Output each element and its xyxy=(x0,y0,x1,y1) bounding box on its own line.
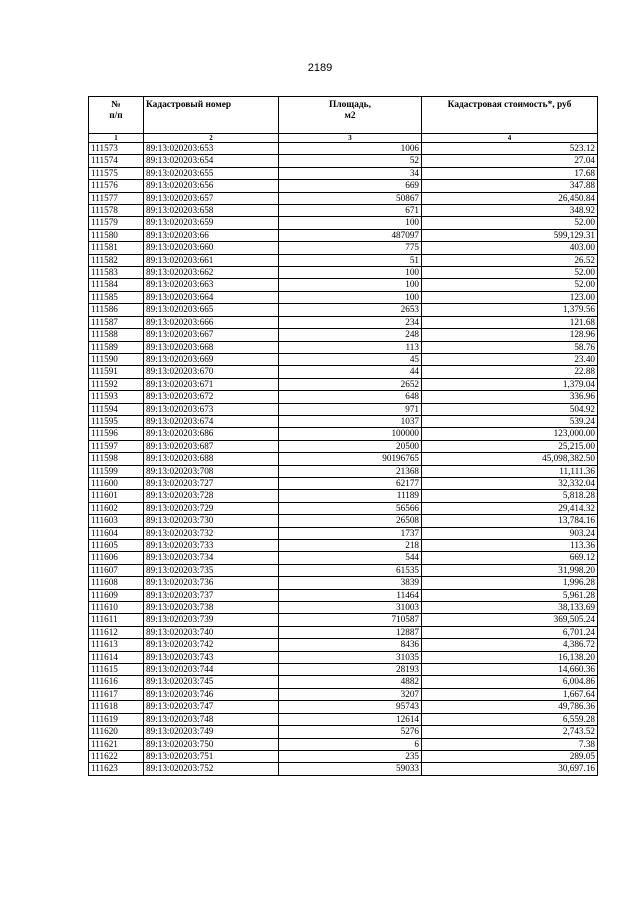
table-row xyxy=(89,577,598,589)
table-row xyxy=(89,540,598,552)
table-row xyxy=(89,192,598,204)
table-row xyxy=(89,552,598,564)
table-row xyxy=(89,688,598,700)
cadastral-number: 89:13:020203:658 xyxy=(144,205,279,217)
row-number: 111608 xyxy=(89,577,144,589)
table-row xyxy=(89,304,598,316)
area-value: 1037 xyxy=(279,415,422,427)
cadastral-number: 89:13:020203:667 xyxy=(144,329,279,341)
table-row xyxy=(89,465,598,477)
header-number-abbr: п/п xyxy=(109,111,123,122)
table-row xyxy=(89,353,598,365)
table-row xyxy=(89,515,598,527)
cadastral-number: 89:13:020203:665 xyxy=(144,304,279,316)
area-value: 21368 xyxy=(279,465,422,477)
cadastral-cost: 123,000.00 xyxy=(422,428,598,440)
column-index: 4 xyxy=(422,134,598,143)
cadastral-cost: 23.40 xyxy=(422,353,598,365)
table-row xyxy=(89,403,598,415)
cadastral-cost: 348.92 xyxy=(422,205,598,217)
cadastral-cost: 14,660.36 xyxy=(422,664,598,676)
table-row xyxy=(89,279,598,291)
area-value: 12614 xyxy=(279,713,422,725)
row-number: 111583 xyxy=(89,267,144,279)
area-value: 544 xyxy=(279,552,422,564)
row-number: 111597 xyxy=(89,440,144,452)
row-number: 111588 xyxy=(89,329,144,341)
table-row xyxy=(89,589,598,601)
column-index: 3 xyxy=(279,134,422,143)
cadastral-number: 89:13:020203:655 xyxy=(144,167,279,179)
cadastral-number: 89:13:020203:738 xyxy=(144,602,279,614)
area-value: 12887 xyxy=(279,626,422,638)
cadastral-number: 89:13:020203:661 xyxy=(144,254,279,266)
row-number: 111578 xyxy=(89,205,144,217)
area-value: 100 xyxy=(279,267,422,279)
table-row xyxy=(89,267,598,279)
area-value: 3207 xyxy=(279,688,422,700)
area-value: 235 xyxy=(279,750,422,762)
page-number: 2189 xyxy=(307,62,333,74)
row-number: 111590 xyxy=(89,353,144,365)
table-row xyxy=(89,428,598,440)
cadastral-cost: 6,701.24 xyxy=(422,626,598,638)
row-number: 111609 xyxy=(89,589,144,601)
header-row xyxy=(89,97,598,134)
cadastral-number: 89:13:020203:654 xyxy=(144,155,279,167)
cadastral-number: 89:13:020203:747 xyxy=(144,701,279,713)
area-value: 4882 xyxy=(279,676,422,688)
cadastral-cost: 32,332.04 xyxy=(422,477,598,489)
table-row xyxy=(89,440,598,452)
table-row xyxy=(89,750,598,762)
cadastral-table xyxy=(88,96,598,776)
cadastral-cost: 599,129.31 xyxy=(422,229,598,241)
row-number: 111595 xyxy=(89,415,144,427)
table-row xyxy=(89,477,598,489)
cadastral-number: 89:13:020203:752 xyxy=(144,763,279,775)
area-value: 11464 xyxy=(279,589,422,601)
area-value: 26508 xyxy=(279,515,422,527)
area-value: 5276 xyxy=(279,726,422,738)
row-number: 111599 xyxy=(89,465,144,477)
cadastral-cost: 38,133.69 xyxy=(422,602,598,614)
cadastral-number: 89:13:020203:727 xyxy=(144,477,279,489)
cadastral-number: 89:13:020203:739 xyxy=(144,614,279,626)
row-number: 111580 xyxy=(89,229,144,241)
row-number: 111600 xyxy=(89,477,144,489)
table-row xyxy=(89,229,598,241)
cadastral-number: 89:13:020203:686 xyxy=(144,428,279,440)
table-row xyxy=(89,242,598,254)
area-value: 113 xyxy=(279,341,422,353)
cadastral-number: 89:13:020203:733 xyxy=(144,540,279,552)
table-row xyxy=(89,602,598,614)
table-row xyxy=(89,726,598,738)
row-number: 111616 xyxy=(89,676,144,688)
table-row xyxy=(89,217,598,229)
cadastral-number: 89:13:020203:66 xyxy=(144,229,279,241)
row-number: 111587 xyxy=(89,316,144,328)
cadastral-cost: 31,998.20 xyxy=(422,564,598,576)
area-value: 56566 xyxy=(279,502,422,514)
cadastral-cost: 13,784.16 xyxy=(422,515,598,527)
row-number: 111606 xyxy=(89,552,144,564)
area-value: 2652 xyxy=(279,378,422,390)
cadastral-number: 89:13:020203:662 xyxy=(144,267,279,279)
table-row xyxy=(89,205,598,217)
cadastral-number: 89:13:020203:688 xyxy=(144,453,279,465)
cadastral-cost: 6,004.86 xyxy=(422,676,598,688)
area-value: 51 xyxy=(279,254,422,266)
cadastral-number: 89:13:020203:751 xyxy=(144,750,279,762)
area-value: 8436 xyxy=(279,639,422,651)
row-number: 111582 xyxy=(89,254,144,266)
cadastral-number: 89:13:020203:668 xyxy=(144,341,279,353)
cadastral-cost: 336.96 xyxy=(422,391,598,403)
cadastral-number: 89:13:020203:669 xyxy=(144,353,279,365)
table-row xyxy=(89,254,598,266)
cadastral-number: 89:13:020203:742 xyxy=(144,639,279,651)
cadastral-cost: 5,818.28 xyxy=(422,490,598,502)
area-value: 1737 xyxy=(279,527,422,539)
area-value: 20500 xyxy=(279,440,422,452)
cadastral-number: 89:13:020203:673 xyxy=(144,403,279,415)
row-number: 111589 xyxy=(89,341,144,353)
row-number: 111585 xyxy=(89,291,144,303)
cadastral-number: 89:13:020203:749 xyxy=(144,726,279,738)
cadastral-cost: 2,743.52 xyxy=(422,726,598,738)
cadastral-cost: 22.88 xyxy=(422,366,598,378)
cadastral-cost: 25,215.00 xyxy=(422,440,598,452)
header-cadastral: Кадастровый номер xyxy=(144,97,279,134)
cadastral-number: 89:13:020203:735 xyxy=(144,564,279,576)
area-value: 971 xyxy=(279,403,422,415)
area-value: 95743 xyxy=(279,701,422,713)
area-value: 90196765 xyxy=(279,453,422,465)
cadastral-cost: 26.52 xyxy=(422,254,598,266)
table-row xyxy=(89,502,598,514)
table-row xyxy=(89,564,598,576)
cadastral-cost: 539.24 xyxy=(422,415,598,427)
column-index: 1 xyxy=(89,134,144,143)
cadastral-cost: 669.12 xyxy=(422,552,598,564)
cadastral-cost: 4,386.72 xyxy=(422,639,598,651)
area-value: 45 xyxy=(279,353,422,365)
row-number: 111620 xyxy=(89,726,144,738)
area-value: 100 xyxy=(279,291,422,303)
cadastral-number: 89:13:020203:732 xyxy=(144,527,279,539)
row-number: 111605 xyxy=(89,540,144,552)
row-number: 111611 xyxy=(89,614,144,626)
cadastral-cost: 1,379.56 xyxy=(422,304,598,316)
cadastral-number: 89:13:020203:734 xyxy=(144,552,279,564)
table-row xyxy=(89,291,598,303)
table-body xyxy=(89,143,598,776)
cadastral-cost: 17.68 xyxy=(422,167,598,179)
table-row xyxy=(89,713,598,725)
row-number: 111598 xyxy=(89,453,144,465)
area-value: 11189 xyxy=(279,490,422,502)
area-value: 1006 xyxy=(279,143,422,155)
area-value: 648 xyxy=(279,391,422,403)
cadastral-number: 89:13:020203:728 xyxy=(144,490,279,502)
table-row xyxy=(89,415,598,427)
area-value: 31003 xyxy=(279,602,422,614)
row-number: 111621 xyxy=(89,738,144,750)
row-number: 111604 xyxy=(89,527,144,539)
cadastral-cost: 289.05 xyxy=(422,750,598,762)
cadastral-number: 89:13:020203:670 xyxy=(144,366,279,378)
cadastral-number: 89:13:020203:656 xyxy=(144,180,279,192)
cadastral-number: 89:13:020203:748 xyxy=(144,713,279,725)
area-value: 248 xyxy=(279,329,422,341)
cadastral-cost: 58.76 xyxy=(422,341,598,353)
cadastral-cost: 123.00 xyxy=(422,291,598,303)
table-row xyxy=(89,651,598,663)
table-row xyxy=(89,167,598,179)
header-number xyxy=(89,97,144,134)
area-value: 34 xyxy=(279,167,422,179)
row-number: 111617 xyxy=(89,688,144,700)
row-number: 111614 xyxy=(89,651,144,663)
table-row xyxy=(89,738,598,750)
table-row xyxy=(89,453,598,465)
table-row xyxy=(89,614,598,626)
table-row xyxy=(89,341,598,353)
table-row xyxy=(89,366,598,378)
row-number: 111618 xyxy=(89,701,144,713)
row-number: 111623 xyxy=(89,763,144,775)
table-row xyxy=(89,329,598,341)
area-value: 2653 xyxy=(279,304,422,316)
table-row xyxy=(89,527,598,539)
row-number: 111591 xyxy=(89,366,144,378)
cadastral-cost: 128.96 xyxy=(422,329,598,341)
row-number: 111603 xyxy=(89,515,144,527)
cadastral-number: 89:13:020203:729 xyxy=(144,502,279,514)
row-number: 111610 xyxy=(89,602,144,614)
cadastral-cost: 16,138.20 xyxy=(422,651,598,663)
cadastral-number: 89:13:020203:672 xyxy=(144,391,279,403)
cadastral-cost: 1,667.64 xyxy=(422,688,598,700)
header-number-sign: № xyxy=(111,100,121,110)
table-row xyxy=(89,639,598,651)
cadastral-number: 89:13:020203:740 xyxy=(144,626,279,638)
cadastral-number: 89:13:020203:657 xyxy=(144,192,279,204)
column-index-row xyxy=(89,134,598,143)
header-area-unit: м2 xyxy=(344,111,356,122)
cadastral-cost: 369,505.24 xyxy=(422,614,598,626)
cadastral-number: 89:13:020203:743 xyxy=(144,651,279,663)
area-value: 710587 xyxy=(279,614,422,626)
row-number: 111592 xyxy=(89,378,144,390)
row-number: 111602 xyxy=(89,502,144,514)
cadastral-cost: 903.24 xyxy=(422,527,598,539)
row-number: 111596 xyxy=(89,428,144,440)
cadastral-cost: 504.92 xyxy=(422,403,598,415)
cadastral-cost: 29,414.32 xyxy=(422,502,598,514)
row-number: 111581 xyxy=(89,242,144,254)
area-value: 487097 xyxy=(279,229,422,241)
cadastral-cost: 1,996.28 xyxy=(422,577,598,589)
cadastral-cost: 11,111.36 xyxy=(422,465,598,477)
table-row xyxy=(89,391,598,403)
table-row xyxy=(89,155,598,167)
area-value: 775 xyxy=(279,242,422,254)
cadastral-number: 89:13:020203:745 xyxy=(144,676,279,688)
cadastral-cost: 121.68 xyxy=(422,316,598,328)
row-number: 111576 xyxy=(89,180,144,192)
area-value: 6 xyxy=(279,738,422,750)
cadastral-cost: 347.88 xyxy=(422,180,598,192)
row-number: 111573 xyxy=(89,143,144,155)
cadastral-cost: 5,961.28 xyxy=(422,589,598,601)
cadastral-number: 89:13:020203:708 xyxy=(144,465,279,477)
table-row xyxy=(89,763,598,775)
header-area xyxy=(279,97,422,134)
header-area-label: Площадь, xyxy=(329,100,371,110)
row-number: 111594 xyxy=(89,403,144,415)
table-row xyxy=(89,316,598,328)
area-value: 59033 xyxy=(279,763,422,775)
cadastral-cost: 113.36 xyxy=(422,540,598,552)
row-number: 111579 xyxy=(89,217,144,229)
row-number: 111574 xyxy=(89,155,144,167)
row-number: 111577 xyxy=(89,192,144,204)
row-number: 111615 xyxy=(89,664,144,676)
area-value: 671 xyxy=(279,205,422,217)
row-number: 111612 xyxy=(89,626,144,638)
cadastral-number: 89:13:020203:660 xyxy=(144,242,279,254)
cadastral-number: 89:13:020203:750 xyxy=(144,738,279,750)
cadastral-cost: 403.00 xyxy=(422,242,598,254)
table-row xyxy=(89,378,598,390)
row-number: 111619 xyxy=(89,713,144,725)
table-row xyxy=(89,664,598,676)
cadastral-number: 89:13:020203:687 xyxy=(144,440,279,452)
cadastral-cost: 49,786.36 xyxy=(422,701,598,713)
row-number: 111593 xyxy=(89,391,144,403)
area-value: 218 xyxy=(279,540,422,552)
row-number: 111622 xyxy=(89,750,144,762)
area-value: 61535 xyxy=(279,564,422,576)
area-value: 50867 xyxy=(279,192,422,204)
area-value: 669 xyxy=(279,180,422,192)
row-number: 111607 xyxy=(89,564,144,576)
cadastral-number: 89:13:020203:737 xyxy=(144,589,279,601)
area-value: 100 xyxy=(279,279,422,291)
area-value: 28193 xyxy=(279,664,422,676)
table-row xyxy=(89,143,598,155)
area-value: 31035 xyxy=(279,651,422,663)
cadastral-cost: 45,098,382.50 xyxy=(422,453,598,465)
column-index: 2 xyxy=(144,134,279,143)
area-value: 100 xyxy=(279,217,422,229)
area-value: 234 xyxy=(279,316,422,328)
header-cost: Кадастровая стоимость*, руб xyxy=(422,97,598,134)
cadastral-cost: 26,450.84 xyxy=(422,192,598,204)
table-row xyxy=(89,676,598,688)
row-number: 111586 xyxy=(89,304,144,316)
cadastral-number: 89:13:020203:671 xyxy=(144,378,279,390)
row-number: 111601 xyxy=(89,490,144,502)
cadastral-number: 89:13:020203:666 xyxy=(144,316,279,328)
area-value: 3839 xyxy=(279,577,422,589)
cadastral-number: 89:13:020203:736 xyxy=(144,577,279,589)
cadastral-number: 89:13:020203:663 xyxy=(144,279,279,291)
cadastral-number: 89:13:020203:730 xyxy=(144,515,279,527)
cadastral-number: 89:13:020203:744 xyxy=(144,664,279,676)
cadastral-cost: 52.00 xyxy=(422,217,598,229)
table-row xyxy=(89,180,598,192)
table-row xyxy=(89,626,598,638)
cadastral-number: 89:13:020203:653 xyxy=(144,143,279,155)
area-value: 52 xyxy=(279,155,422,167)
cadastral-cost: 52.00 xyxy=(422,279,598,291)
cadastral-cost: 27.04 xyxy=(422,155,598,167)
cadastral-number: 89:13:020203:746 xyxy=(144,688,279,700)
cadastral-cost: 1,379.04 xyxy=(422,378,598,390)
cadastral-cost: 6,559.28 xyxy=(422,713,598,725)
area-value: 100000 xyxy=(279,428,422,440)
row-number: 111584 xyxy=(89,279,144,291)
area-value: 62177 xyxy=(279,477,422,489)
table-row xyxy=(89,490,598,502)
table-row xyxy=(89,701,598,713)
cadastral-number: 89:13:020203:674 xyxy=(144,415,279,427)
cadastral-cost: 30,697.16 xyxy=(422,763,598,775)
cadastral-number: 89:13:020203:664 xyxy=(144,291,279,303)
cadastral-cost: 523.12 xyxy=(422,143,598,155)
cadastral-cost: 7.38 xyxy=(422,738,598,750)
row-number: 111575 xyxy=(89,167,144,179)
cadastral-cost: 52.00 xyxy=(422,267,598,279)
row-number: 111613 xyxy=(89,639,144,651)
cadastral-number: 89:13:020203:659 xyxy=(144,217,279,229)
area-value: 44 xyxy=(279,366,422,378)
